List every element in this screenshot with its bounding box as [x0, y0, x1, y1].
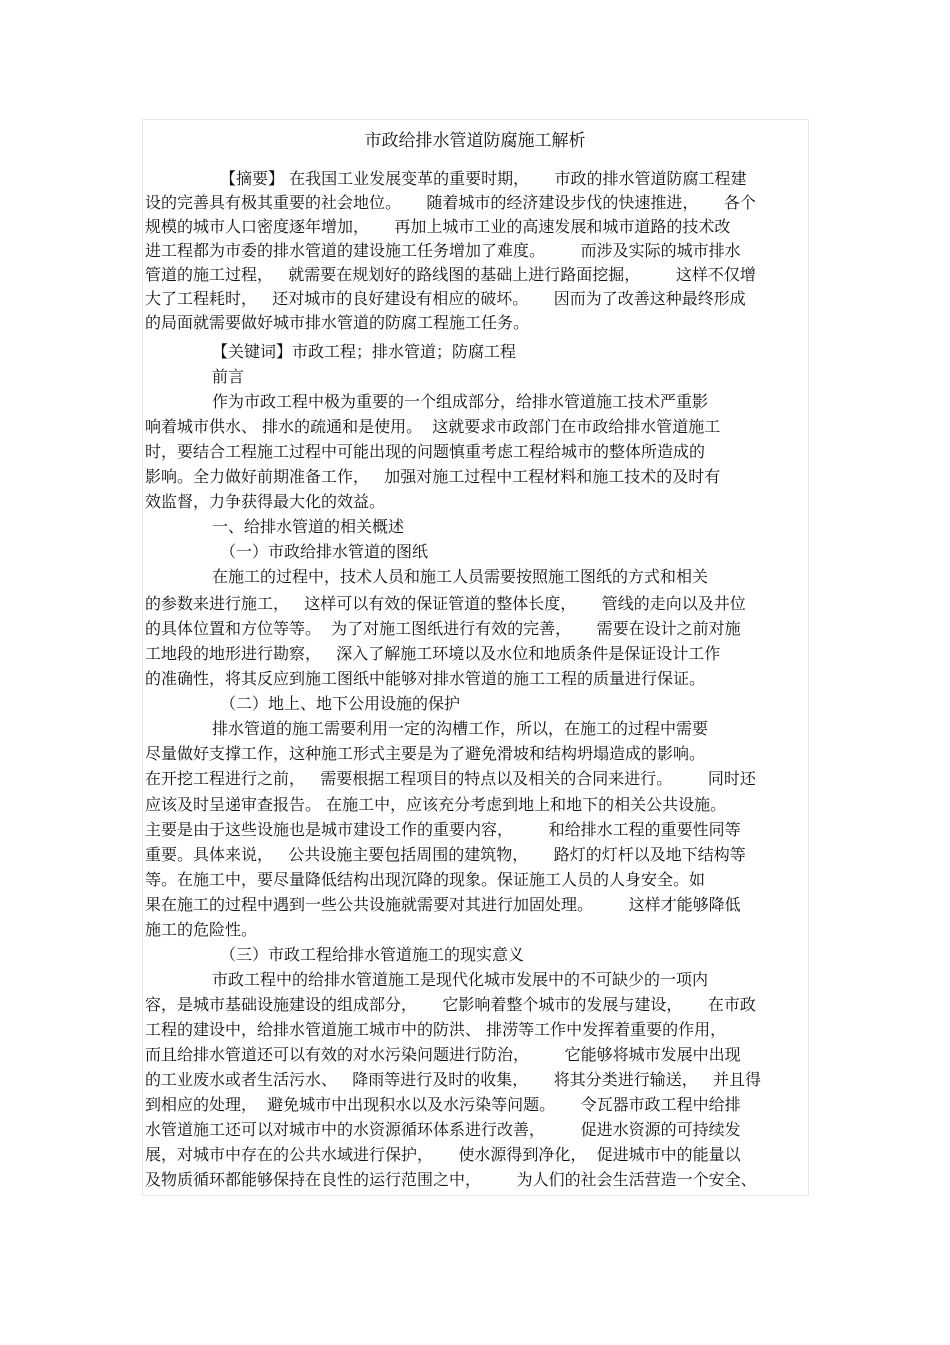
- subsection-heading: （一）市政给排水管道的图纸: [220, 542, 429, 561]
- abstract-line: 的局面就需要做好城市排水管道的防腐工程施工任务。: [145, 313, 530, 332]
- body-line: 在开挖工程进行之前， 需要根据工程项目的特点以及相关的合同来进行。 同时还: [145, 769, 756, 788]
- body-line: 展，对城市中存在的公共水域进行保护， 使水源得到净化， 促进城市中的能量以: [145, 1145, 741, 1164]
- abstract-line: 【摘要】 在我国工业发展变革的重要时期， 市政的排水管道防腐工程建: [220, 169, 747, 188]
- body-line: 工地段的地形进行勘察， 深入了解施工环境以及水位和地质条件是保证设计工作: [145, 644, 721, 663]
- body-line: 容，是城市基础设施建设的组成部分， 它影响着整个城市的发展与建设， 在市政: [145, 995, 756, 1014]
- body-line: 的参数来进行施工， 这样可以有效的保证管道的整体长度， 管线的走向以及井位: [145, 594, 746, 613]
- body-line: 而且给排水管道还可以有效的对水污染问题进行防治， 它能够将城市发展中出现: [145, 1045, 741, 1064]
- section-heading: 前言: [212, 367, 245, 386]
- body-line: 在施工的过程中，技术人员和施工人员需要按照施工图纸的方式和相关: [212, 567, 709, 586]
- abstract-line: 设的完善具有极其重要的社会地位。 随着城市的经济建设步伐的快速推进， 各个: [145, 193, 756, 212]
- body-line: 等。在施工中，要尽量降低结构出现沉降的现象。保证施工人员的人身安全。如: [145, 870, 706, 889]
- body-line: 果在施工的过程中遇到一些公共设施就需要对其进行加固处理。 这样才能够降低: [145, 895, 741, 914]
- body-line: 作为市政工程中极为重要的一个组成部分，给排水管道施工技术严重影: [212, 392, 709, 411]
- document-title: 市政给排水管道防腐施工解析: [364, 131, 586, 151]
- abstract-line: 规模的城市人口密度逐年增加， 再加上城市工业的高速发展和城市道路的技术改: [145, 217, 731, 236]
- body-line: 的具体位置和方位等等。 为了对施工图纸进行有效的完善， 需要在设计之前对施: [145, 619, 741, 638]
- body-line: 时，要结合工程施工过程中可能出现的问题慎重考虑工程给城市的整体所造成的: [145, 442, 706, 461]
- body-line: 排水管道的施工需要利用一定的沟槽工作，所以，在施工的过程中需要: [212, 719, 709, 738]
- abstract-line: 管道的施工过程， 就需要在规划好的路线图的基础上进行路面挖掘， 这样不仅增: [145, 265, 756, 284]
- abstract-line: 进工程都为市委的排水管道的建设施工任务增加了难度。 而涉及实际的城市排水: [145, 241, 741, 260]
- body-line: 影响。全力做好前期准备工作， 加强对施工过程中工程材料和施工技术的及时有: [145, 467, 721, 486]
- body-line: 及物质循环都能够保持在良性的运行范围之中， 为人们的社会生活营造一个安全、: [145, 1170, 757, 1189]
- section-heading: 一、给排水管道的相关概述: [212, 517, 405, 536]
- keywords-line: 【关键词】市政工程；排水管道；防腐工程: [212, 342, 517, 361]
- abstract-line: 大了工程耗时， 还对城市的良好建设有相应的破坏。 因而为了改善这种最终形成: [145, 289, 746, 308]
- subsection-heading: （二）地上、地下公用设施的保护: [220, 694, 461, 713]
- body-line: 主要是由于这些设施也是城市建设工作的重要内容， 和给排水工程的重要性同等: [145, 820, 741, 839]
- body-line: 效监督，力争获得最大化的效益。: [145, 492, 386, 511]
- body-line: 施工的危险性。: [145, 920, 258, 939]
- body-line: 响着城市供水、 排水的疏通和是使用。 这就要求市政部门在市政给排水管道施工: [145, 417, 721, 436]
- body-line: 水管道施工还可以对城市中的水资源循环体系进行改善， 促进水资源的可持续发: [145, 1120, 741, 1139]
- body-line: 尽量做好支撑工作，这种施工形式主要是为了避免滑坡和结构坍塌造成的影响。: [145, 744, 706, 763]
- body-line: 到相应的处理， 避免城市中出现积水以及水污染等问题。 令瓦器市政工程中给排: [145, 1095, 741, 1114]
- body-line: 工程的建设中，给排水管道施工城市中的防洪、 排涝等工作中发挥着重要的作用，: [145, 1020, 727, 1039]
- subsection-heading: （三）市政工程给排水管道施工的现实意义: [220, 945, 525, 964]
- body-line: 市政工程中的给排水管道施工是现代化城市发展中的不可缺少的一项内: [212, 970, 709, 989]
- body-line: 的准确性，将其反应到施工图纸中能够对排水管道的施工工程的质量进行保证。: [145, 669, 706, 688]
- body-line: 的工业废水或者生活污水、 降雨等进行及时的收集， 将其分类进行输送， 并且得: [145, 1070, 761, 1089]
- body-line: 重要。具体来说， 公共设施主要包括周围的建筑物， 路灯的灯杆以及地下结构等: [145, 845, 746, 864]
- body-line: 应该及时呈递审查报告。 在施工中，应该充分考虑到地上和地下的相关公共设施。: [145, 795, 727, 814]
